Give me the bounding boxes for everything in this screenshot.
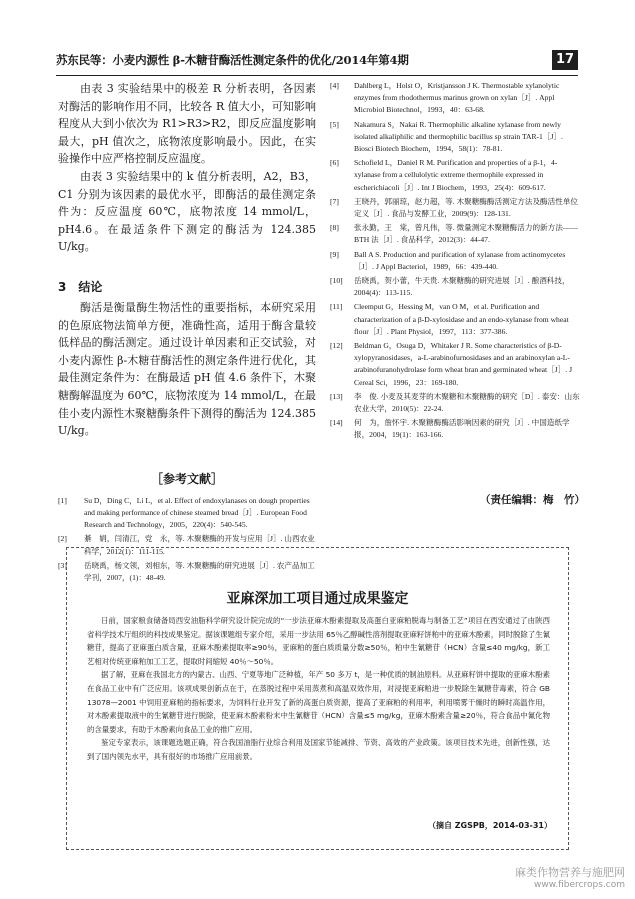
reference-item: [7] 王晓丹，郭丽琼，赵力超，等. 木聚糖酶酶活测定方法及酶活性单位定义［J］. 食品与发酵工业，2009(9)：128-131. xyxy=(330,196,579,219)
reference-item: [3] 岳晓禹，杨文领，刘相东，等. 木聚糖酶的研究进展［J］. 农产品加工学刊，2007，(1)：48-49. xyxy=(58,560,315,582)
conclusion-paragraph: 酶活是衡量酶生物活性的重要指标，本研究采用的色原底物法简单方便，准确性高，适用于酶含量较低样品的酶活测定。通过设计单因素和正交试验，对小麦内源性 β-木糖苷酶活性的测定条件进行优化，其最佳测定条件为：在酶最适 pH 值 4.6 条件下，木聚糖酶解温度为 60℃，底物浓度为 14 mmol/L，在最佳小麦内源性木聚糖酶条件下测得的酶活为 124.385 U/kg。 xyxy=(58,300,316,438)
body-paragraph: 由表 3 实验结果中的极差 R 分析表明，各因素对酶活的影响作用不同，比较各 R 值大小，可知影响程度从大到小依次为 R1>R3>R2，即反应温度影响最大，pH 值次之，底物浓度影响最小。因此，在实验操作中应严格控制反应温度。 xyxy=(58,82,316,166)
reference-item: [11] Cleemput G，Hessing M，van O M，et al. Purification and characterization of a β-D-xylosidase and an endo-xylanase from wheat flour［J］. Plant Physiol，1997，113：377-386. xyxy=(330,302,569,336)
news-source: （摘自 ZGSPB，2014-03-31） xyxy=(427,821,552,830)
header-rule xyxy=(56,75,578,76)
running-header xyxy=(56,50,578,72)
reference-item: [9] Ball A S. Production and purification of xylanase from actinomycetes［J］. J Appl Bacteriol，1989，66：439-440. xyxy=(330,249,566,271)
watermark-url: www.fibercrops.com xyxy=(534,880,625,890)
site-watermark xyxy=(515,864,625,890)
news-box xyxy=(66,547,569,850)
references-title: ［参考文献］ xyxy=(150,471,223,486)
reference-item: [12] Beldman G，Osuga D，Whitaker J R. Some characteristics of β-D-xylopyranosidases，a-L-arabinofurnosidases and an arabinoxylan a-L-arabinofuranohydrolase form wheat bran and germinated wheat［J］. J Cereal Sci，1996，23：169-180. xyxy=(330,341,573,387)
news-paragraph: 鉴定专家表示，该课题选题正确，符合我国油脂行业综合利用及国家节能减排、节资、高效的产业政策。该项目技术先进，创新性强，达到了国内领先水平，具有很好的市场推广应用前景。 xyxy=(87,738,550,761)
news-box-body xyxy=(87,614,550,764)
reference-item: [5] Nakamura S，Nakai R. Thermophilic alkaline xylanase from newly isolated alkaliphilic and thermophilic bacillus sp strain TAR-1［J］. Biosci Biotech Biochem，1994，58(1)：78-81. xyxy=(330,119,563,154)
reference-item: [6] Schofield L，Daniel R M. Purification and properties of a β-1，4-xylanase from a cellulolytic extreme thermophile expressed in escherichiacoli［J］. Int J Biochem，1993，25(4)：609-617. xyxy=(330,158,558,192)
running-title: 苏东民等：小麦内源性 β-木糖苷酶活性测定条件的优化/2014年第4期 xyxy=(56,53,409,67)
reference-item: [1] Su D，Ding C，Li L，et al. Effect of endoxylanases on dough properties and making performance of chinese steamed bread［J］. European Food Research and Technology，2005，220(4)：540-545. xyxy=(58,495,310,530)
reference-item: [13] 李 俊. 小麦及其麦芽的木聚糖和木聚糖酶的研究［D］. 泰安：山东农业大学，2010(5)：22-24. xyxy=(330,391,580,414)
reference-item: [14] 何 为，詹怀宇. 木聚糖酶酶活影响因素的研究［J］. 中国造纸学报，2004，19(1)：163-166. xyxy=(330,418,570,440)
news-box-title: 亚麻深加工项目通过成果鉴定 xyxy=(226,591,409,607)
page-number: 17 xyxy=(552,50,578,70)
news-paragraph: 据了解，亚麻在我国北方的内蒙古、山西、宁夏等地广泛种植，年产 50 多万 t，是一种优质的制油原料。从亚麻籽饼中提取的亚麻木酚素在食品工业中有广泛应用。该项成果创新点在于，在蒸脱过程中采用蒸煮和高温双效作用，对浸提亚麻粕进一步脱除生氰糖苷毒素，符合 GB 13078—2001 中饲用亚麻粕的指标要求，为饲料行业开发了新的高蛋白质资源，提高了亚麻粕的利用率，利用喷雾干燥时的瞬时高温作用，对木酚素提取液中的生氰糖苷进行脱除，使亚麻木酚素粉末中生氰糖苷（HCN）含量≤5 mg/kg，亚麻木酚素含量≥20％，符合食品中氰化物的含量要求，有助于木酚素向食品工业的推广应用。 xyxy=(87,670,550,734)
reference-item: [4] Dahlberg L，Holst O，Kristjansson J K. Thermostable xylanolytic enzymes from rhodothermus marinus grown on xylan［J］. Appl Microbiol Biotechnol，1993，40：63-68. xyxy=(330,81,560,115)
reference-item: [8] 张永勤，王 棠，曾凡伟，等. 微量测定木聚糖酶活力的新方法——BTH 法［J］. 食品科学，2012(3)：44-47. xyxy=(330,223,579,245)
section-heading: 3 结论 xyxy=(58,279,103,294)
left-column xyxy=(58,80,316,586)
body-paragraph: 由表 3 实验结果中的 k 值分析表明，A2，B3，C1 分别为该因素的最优水平，即酶活的最佳测定条件为：反应温度 60℃，底物浓度 14 mmol/L，pH4.6。在最适条件下测定的酶活为 124.385 U/kg。 xyxy=(58,169,316,254)
news-paragraph: 日前，国家粮食储备局西安油脂科学研究设计院完成的“一步法亚麻木酚素提取及高蛋白亚麻粕脱毒与制备工艺”项目在西安通过了由陕西省科学技术厅组织的科技成果鉴定。据该课题组专家介绍，采用一步法用 65％乙醇碱性溶剂提取亚麻籽饼粕中的亚麻木酚素，同时脱除了生氰糖苷，提高了亚麻蛋白质含量，亚麻木酚素提取率≥90％，亚麻粕的蛋白质质量分数≥50％，粕中生氰糖苷（HCN）含量≤40 mg/kg，新工艺相对传统亚麻粕加工工艺，提取时间缩短 40％～50％。 xyxy=(87,616,550,666)
responsible-editor: （责任编辑：梅 竹） xyxy=(480,494,585,506)
reference-item: [10] 岳晓禹，贺小蕾，牛天贵. 木聚糖酶的研究进展［J］. 酿酒科技，2004(4)：113-115. xyxy=(330,276,570,298)
watermark-site-name: 麻类作物营养与施肥网 xyxy=(515,866,625,879)
reference-item: [2] 綦 娟，闫清江，党 永，等. 木聚糖酶的开发与应用［J］. 山西农业科学，2012(1)：111-115. xyxy=(58,534,315,556)
right-column xyxy=(330,80,580,444)
